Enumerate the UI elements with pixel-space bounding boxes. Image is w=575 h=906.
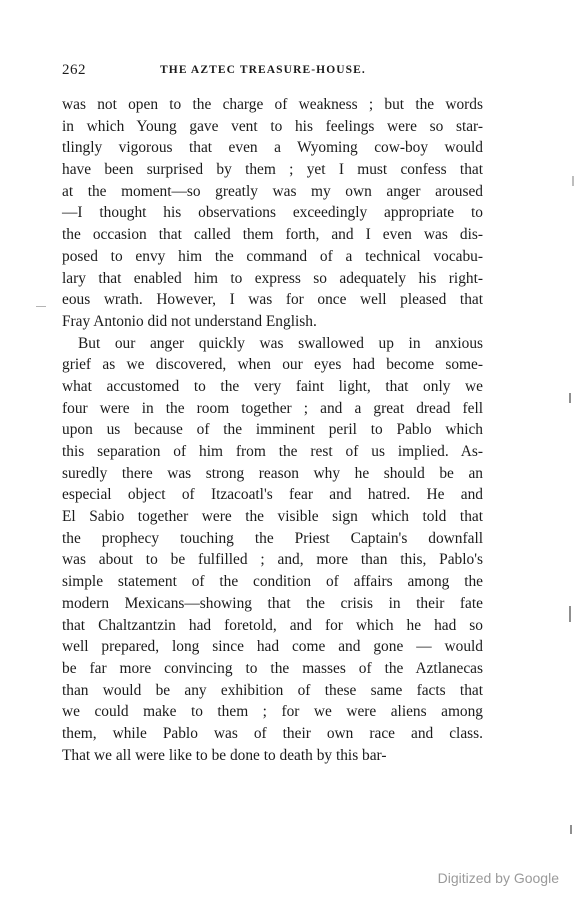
text-line: lary that enabled him to express so adequately his right- [62,269,483,287]
text-line: especial object of Itzacoatl's fear and hatred. He and [62,486,483,504]
text-line: what accustomed to the very faint light, that only we [62,377,483,395]
text-line: suredly there was strong reason why he should be an [62,464,483,482]
text-line: was about to be fulfilled ; and, more than this, Pablo's [62,551,483,569]
page-number: 262 [62,62,86,78]
text-line: —I thought his observations exceedingly appropriate to [62,204,483,222]
scan-mark [570,825,572,834]
text-line: El Sabio together were the visible sign which told that [62,508,483,526]
body-text [62,94,483,766]
text-line: in which Young gave vent to his feelings were so star- [62,117,483,135]
digitized-watermark: Digitized by Google [437,870,559,886]
text-line: Fray Antonio did not understand English. [62,312,317,330]
page-header [62,62,482,82]
text-line: at the moment—so greatly was my own anger aroused [62,182,483,200]
text-line: tlingly vigorous that even a Wyoming cow-boy would [62,139,483,157]
text-line: well prepared, long since had come and gone — would [62,638,483,656]
text-line: have been surprised by them ; yet I must confess that [62,161,483,179]
scan-mark [569,393,571,403]
text-line: that Chaltzantzin had foretold, and for which he had so [62,616,483,634]
text-line: the prophecy touching the Priest Captain's downfall [62,529,483,547]
text-line: we could make to them ; for we were aliens among [62,703,483,721]
text-line: four were in the room together ; and a great dread fell [62,399,483,417]
text-line: posed to envy him the command of a technical vocabu- [62,247,483,265]
text-line: than would be any exhibition of these same facts that [62,681,483,699]
text-line: be far more convincing to the masses of the Aztlanecas [62,659,483,677]
text-line: eous wrath. However, I was for once well pleased that [62,291,483,309]
text-line: modern Mexicans—showing that the crisis in their fate [62,594,483,612]
text-line: But our anger quickly was swallowed up in anxious [78,334,483,352]
scan-mark [36,306,46,307]
text-line: this separation of him from the rest of us implied. As- [62,443,483,460]
running-head: THE AZTEC TREASURE-HOUSE. [160,64,366,76]
scan-mark [569,606,571,622]
scan-mark [572,176,574,186]
text-line: them, while Pablo was of their own race and class. [62,724,483,742]
text-line: was not open to the charge of weakness ; but the words [62,96,483,113]
text-line: the occasion that called them forth, and I even was dis- [62,226,483,244]
text-line: simple statement of the condition of affairs among the [62,573,483,591]
text-line: grief as we discovered, when our eyes had become some- [62,356,483,374]
text-line: That we all were like to be done to death by this bar- [62,746,387,764]
text-line: upon us because of the imminent peril to Pablo which [62,421,483,439]
